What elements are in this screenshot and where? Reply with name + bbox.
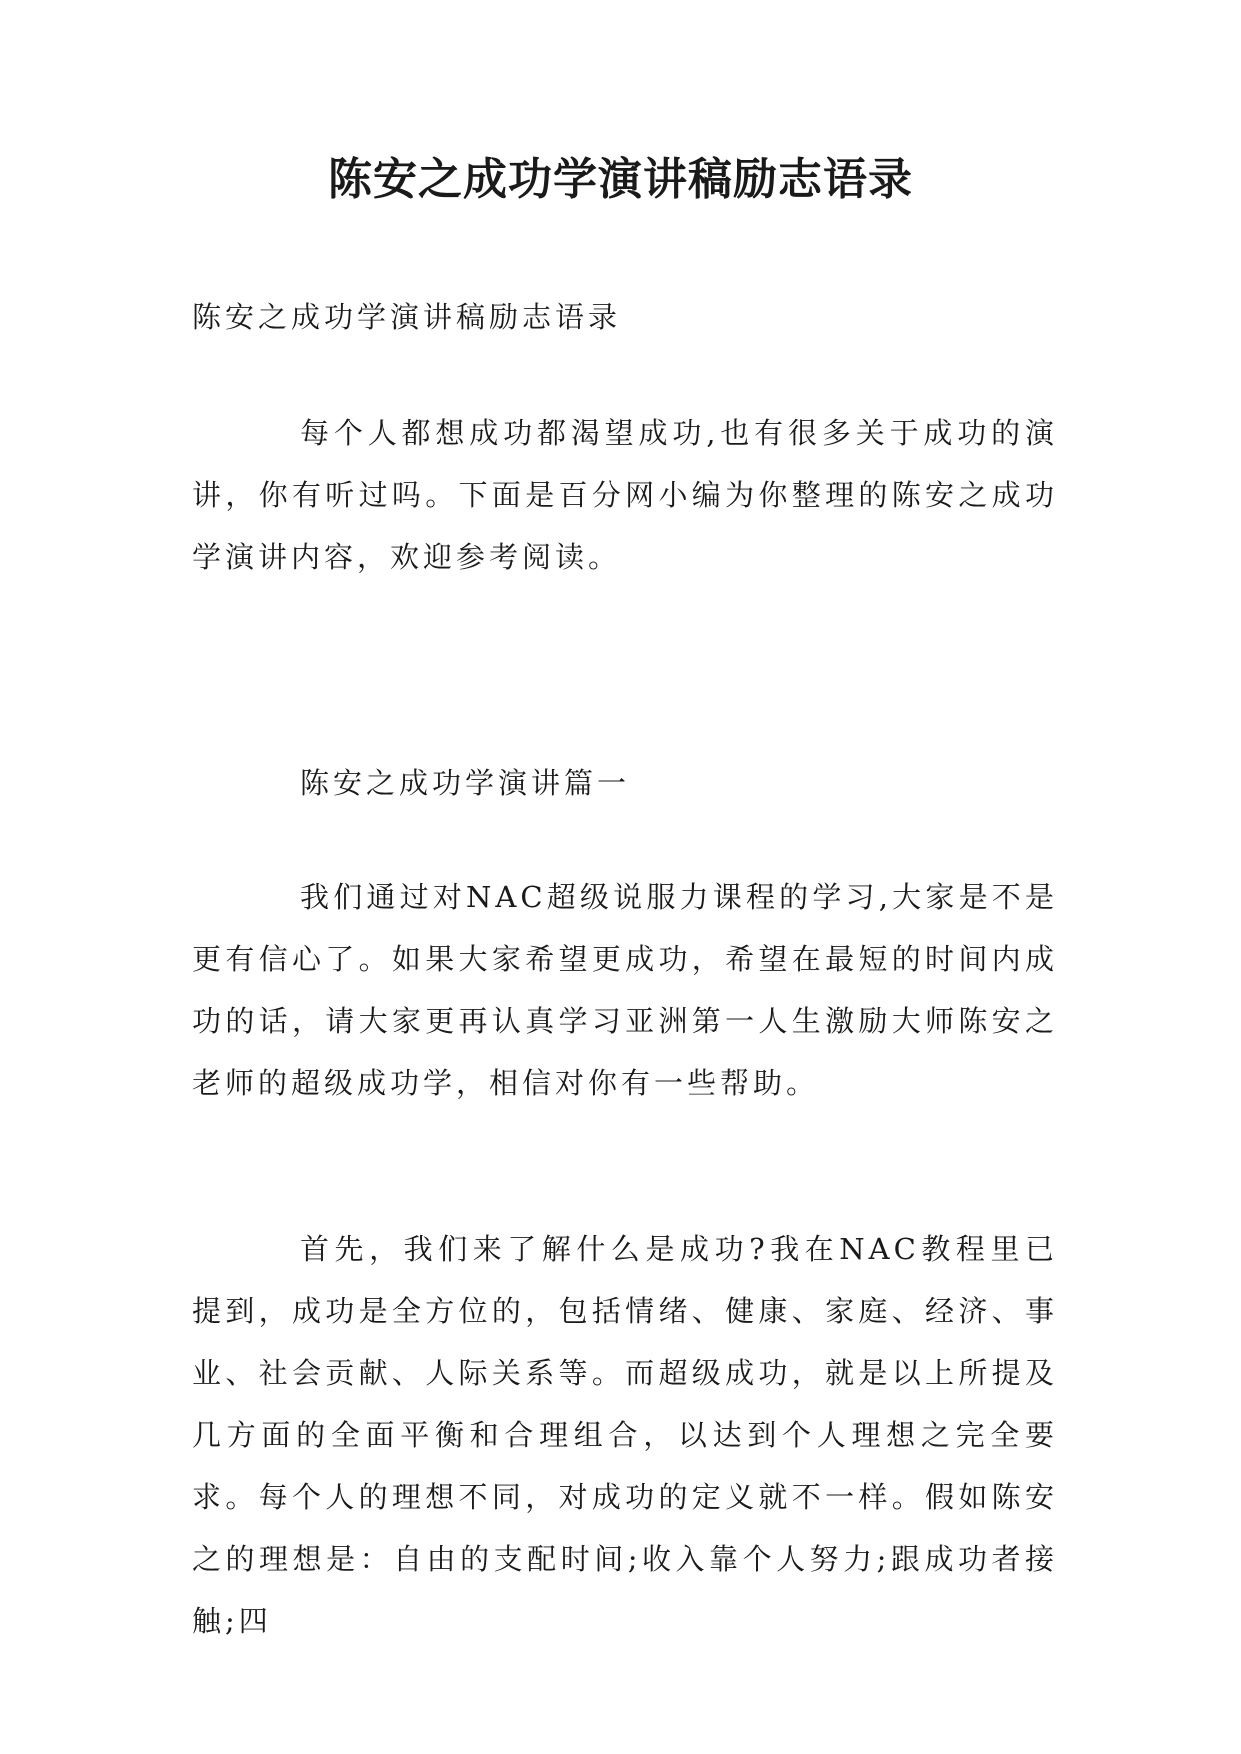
body-paragraph-1: 我们通过对NAC超级说服力课程的学习,大家是不是更有信心了。如果大家希望更成功，希望在最短的时间内成功的话，请大家更再认真学习亚洲第一人生激励大师陈安之老师的超级成功学，相信对你有一些帮助。 — [192, 880, 1058, 1100]
intro-paragraph: 每个人都想成功都渴望成功,也有很多关于成功的演讲，你有听过吗。下面是百分网小编为你整理的陈安之成功学演讲内容，欢迎参考阅读。 — [192, 416, 1058, 574]
document-subtitle: 陈安之成功学演讲稿励志语录 — [192, 300, 622, 334]
document-title: 陈安之成功学演讲稿励志语录 — [328, 154, 913, 205]
section-heading: 陈安之成功学演讲篇一 — [300, 766, 631, 800]
body-paragraph-2: 首先，我们来了解什么是成功?我在NAC教程里已提到，成功是全方位的，包括情绪、健康、家庭、经济、事业、社会贡献、人际关系等。而超级成功，就是以上所提及几方面的全面平衡和合理组合，以达到个人理想之完全要求。每个人的理想不同，对成功的定义就不一样。假如陈安之的理想是：自由的支配时间;收入靠个人努力;跟成功者接触;四 — [192, 1232, 1058, 1638]
